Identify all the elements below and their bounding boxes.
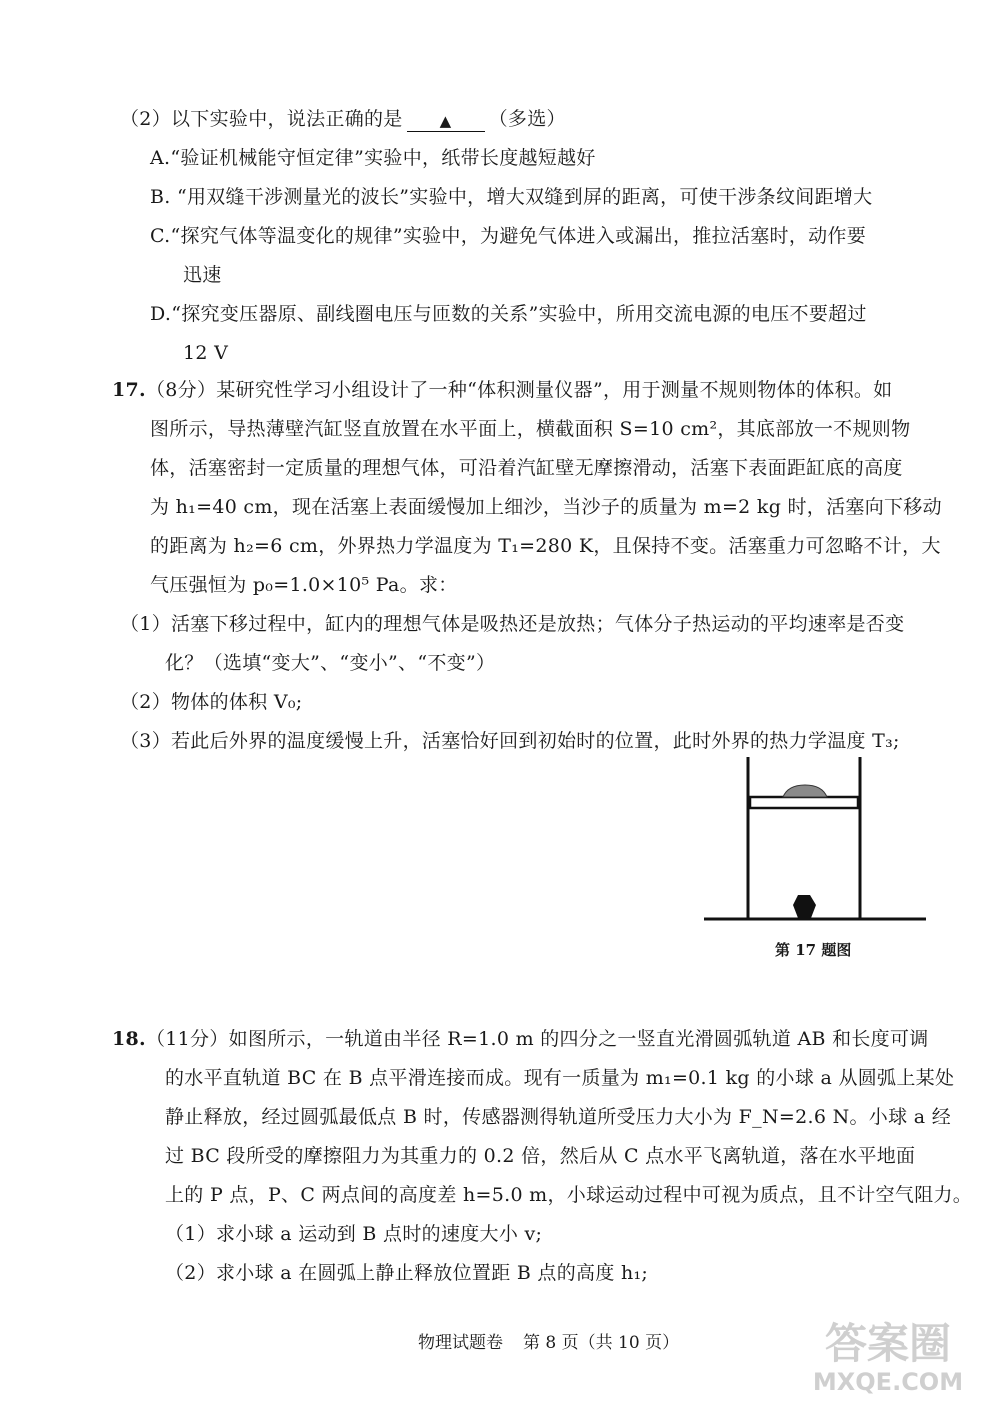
footer-page-number: 第 8 页（共 10 页） bbox=[523, 1333, 680, 1353]
q17-line1 bbox=[112, 377, 893, 403]
footer-subject: 物理试题卷 bbox=[418, 1333, 503, 1353]
q18-line3: 静止释放，经过圆弧最低点 B 时，传感器测得轨道所受压力大小为 F_N=2.6 N。小球 a 经 bbox=[165, 1106, 951, 1128]
q16-option-a: A.“验证机械能守恒定律”实验中，纸带长度越短越好 bbox=[150, 147, 596, 169]
answer-blank bbox=[407, 104, 485, 132]
q18-line1 bbox=[112, 1026, 929, 1052]
watermark-logo bbox=[798, 1306, 978, 1401]
page-footer bbox=[418, 1332, 699, 1354]
q16-option-c-line1: C.“探究气体等温变化的规律”实验中，为避免气体进入或漏出，推拉活塞时，动作要 bbox=[150, 225, 867, 247]
watermark-text-url: MXQE.COM bbox=[812, 1368, 964, 1396]
q17-line4: 为 h₁=40 cm，现在活塞上表面缓慢加上细沙，当沙子的质量为 m=2 kg 时，活塞向下移动 bbox=[150, 496, 942, 518]
q16-option-d-line2: 12 V bbox=[183, 342, 229, 364]
q17-sub3: （3）若此后外界的温度缓慢上升，活塞恰好回到初始时的位置，此时外界的热力学温度 T₃; bbox=[120, 730, 900, 752]
q18-sub1: （1）求小球 a 运动到 B 点时的速度大小 v; bbox=[165, 1223, 543, 1245]
q17-line2: 图所示，导热薄壁汽缸竖直放置在水平面上，横截面积 S=10 cm²，其底部放一不规则物 bbox=[150, 418, 911, 440]
watermark-text-main: 答案圈 bbox=[824, 1319, 952, 1368]
sand-pile bbox=[783, 785, 827, 797]
figure-caption: 第 17 题图 bbox=[775, 941, 852, 959]
irregular-object bbox=[793, 895, 816, 918]
q17-cylinder-figure bbox=[700, 755, 930, 930]
q18-line4: 过 BC 段所受的摩擦阻力为其重力的 0.2 倍，然后从 C 点水平飞离轨道，落在水平地面 bbox=[165, 1145, 916, 1167]
q17-number: 17. bbox=[112, 379, 146, 401]
triangle-icon: ▲ bbox=[439, 112, 452, 130]
q17-line5: 的距离为 h₂=6 cm，外界热力学温度为 T₁=280 K，且保持不变。活塞重力可忽略不计，大 bbox=[150, 535, 941, 557]
q16-option-b: B. “用双缝干涉测量光的波长”实验中，增大双缝到屏的距离，可使干涉条纹间距增大 bbox=[150, 186, 873, 208]
q17-sub1-line1: （1）活塞下移过程中，缸内的理想气体是吸热还是放热；气体分子热运动的平均速率是否变 bbox=[120, 613, 905, 635]
q17-line6: 气压强恒为 p₀=1.0×10⁵ Pa。求： bbox=[150, 574, 458, 596]
q18-line5: 上的 P 点，P、C 两点间的高度差 h=5.0 m，小球运动过程中可视为质点，且不计空气阻力。 bbox=[165, 1184, 973, 1206]
q16-2-stem bbox=[120, 106, 566, 134]
q18-line2: 的水平直轨道 BC 在 B 点平滑连接而成。现有一质量为 m₁=0.1 kg 的小球 a 从圆弧上某处 bbox=[165, 1067, 955, 1089]
q16-2-stem-text: （2）以下实验中，说法正确的是 bbox=[120, 108, 403, 130]
q16-option-c-line2: 迅速 bbox=[183, 264, 222, 286]
q17-line1-text: （8分）某研究性学习小组设计了一种“体积测量仪器”，用于测量不规则物体的体积。如 bbox=[145, 379, 893, 401]
q17-sub2: （2）物体的体积 V₀; bbox=[120, 691, 303, 713]
q18-sub2: （2）求小球 a 在圆弧上静止释放位置距 B 点的高度 h₁; bbox=[165, 1262, 649, 1284]
piston bbox=[750, 797, 858, 808]
q18-number: 18. bbox=[112, 1028, 146, 1050]
q18-line1-text: （11分）如图所示，一轨道由半径 R=1.0 m 的四分之一竖直光滑圆弧轨道 AB 和长度可调 bbox=[145, 1028, 929, 1050]
q16-option-d-line1: D.“探究变压器原、副线圈电压与匝数的关系”实验中，所用交流电源的电压不要超过 bbox=[150, 303, 867, 325]
q17-sub1-line2: 化？（选填“变大”、“变小”、“不变”） bbox=[165, 652, 496, 674]
q16-2-suffix: （多选） bbox=[488, 108, 566, 130]
q17-line3: 体，活塞密封一定质量的理想气体，可沿着汽缸壁无摩擦滑动，活塞下表面距缸底的高度 bbox=[150, 457, 903, 479]
